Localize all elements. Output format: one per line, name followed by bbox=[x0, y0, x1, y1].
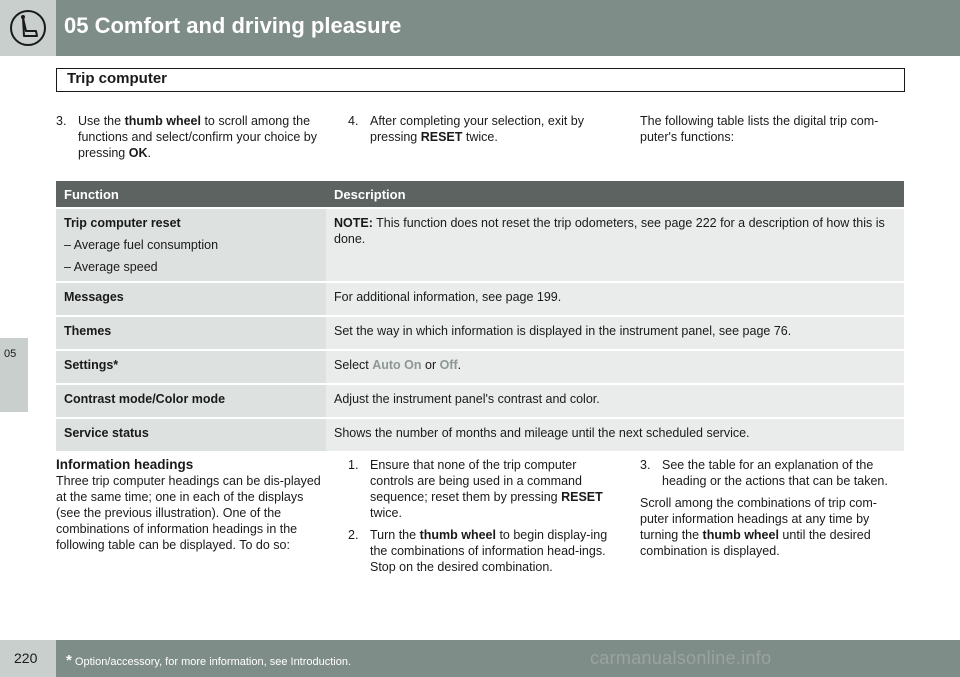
description-cell: Adjust the instrument panel's contrast and color. bbox=[326, 384, 904, 418]
info-column-1 bbox=[56, 457, 322, 553]
section-title: Trip computer bbox=[67, 70, 168, 87]
table-row bbox=[56, 208, 904, 282]
description-cell: Shows the number of months and mileage until the next scheduled service. bbox=[326, 418, 904, 451]
function-cell: Service status bbox=[56, 418, 326, 451]
section-bar bbox=[56, 68, 905, 92]
description-cell: For additional information, see page 199. bbox=[326, 282, 904, 316]
side-tab-label: 05 bbox=[4, 348, 17, 360]
function-cell: Trip computer reset – Average fuel consumption – Average speed bbox=[56, 208, 326, 282]
header-function: Function bbox=[56, 181, 326, 208]
info-body: Three trip computer headings can be dis-played at the same time; one in each of the displays (see the previous illustration). One of the combinations of information headings in the following table can be displayed. To do so: bbox=[56, 474, 321, 552]
function-cell: Messages bbox=[56, 282, 326, 316]
scroll-paragraph: Scroll among the combinations of trip com-puter information headings at any time by turning the thumb wheel until the desired combination is displayed. bbox=[640, 496, 877, 558]
info-step-1: 1. Ensure that none of the trip computer controls are being used in a command sequence; reset them by pressing RESET twice. bbox=[348, 458, 603, 520]
step-3: 3. Use the thumb wheel to scroll among the functions and select/confirm your choice by pressing OK. bbox=[56, 114, 318, 160]
page-number-box bbox=[0, 640, 56, 677]
info-column-3 bbox=[640, 457, 902, 559]
description-cell: NOTE: This function does not reset the trip odometers, see page 222 for a description of how this is done. bbox=[326, 208, 904, 282]
chapter-icon-box bbox=[0, 0, 56, 56]
option-off: Off bbox=[439, 358, 458, 372]
table-row bbox=[56, 418, 904, 451]
info-heading: Information headings bbox=[56, 457, 194, 472]
header-description: Description bbox=[326, 181, 904, 208]
info-column-2 bbox=[348, 457, 614, 581]
option-auto-on: Auto On bbox=[372, 358, 422, 372]
info-step-3: 3. See the table for an explanation of the heading or the actions that can be taken. bbox=[640, 458, 888, 488]
watermark: carmanualsonline.info bbox=[590, 648, 772, 668]
intro-column-2 bbox=[348, 113, 610, 151]
info-step-2: 2. Turn the thumb wheel to begin display-ing the combinations of information head-ings. Stop on the desired combination. bbox=[348, 528, 608, 574]
table-row bbox=[56, 384, 904, 418]
chapter-side-tab bbox=[0, 338, 28, 412]
function-cell: Settings* bbox=[56, 350, 326, 384]
chapter-title: 05 Comfort and driving pleasure bbox=[64, 13, 402, 38]
intro-column-1 bbox=[56, 113, 324, 167]
functions-table bbox=[56, 181, 904, 451]
table-row bbox=[56, 350, 904, 384]
description-cell: Set the way in which information is displayed in the instrument panel, see page 76. bbox=[326, 316, 904, 350]
seat-icon bbox=[9, 9, 47, 47]
function-cell: Themes bbox=[56, 316, 326, 350]
footnote: * Option/accessory, for more information, see Introduction. bbox=[66, 652, 352, 669]
function-cell: Contrast mode/Color mode bbox=[56, 384, 326, 418]
page-number: 220 bbox=[14, 650, 38, 666]
description-cell: Select Auto On or Off. bbox=[326, 350, 904, 384]
table-row bbox=[56, 316, 904, 350]
table-row bbox=[56, 282, 904, 316]
step-4: 4. After completing your selection, exit by pressing RESET twice. bbox=[348, 114, 584, 144]
table-header-row bbox=[56, 181, 904, 208]
intro-column-3: The following table lists the digital trip com-puter's functions: bbox=[640, 114, 879, 144]
